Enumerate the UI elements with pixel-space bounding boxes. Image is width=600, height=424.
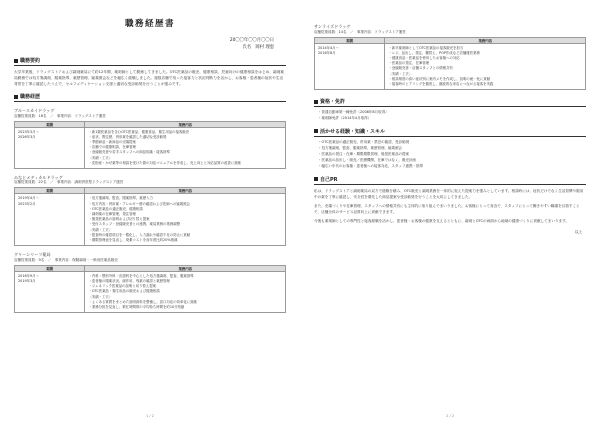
pr-paragraph: 今後も薬剤師としての専門性と接客経験を活かし、患者様・お客様の健康を支えるとともに、調剤とOTCの両面から地域の健康づくりに貢献してまいります。 [314,219,569,224]
job-table [14,265,286,313]
period-header: 期間 [15,188,85,194]
period-header: 期間 [15,265,85,271]
qualifications-list [314,109,586,121]
section-summary-heading: 職務要約 [14,57,286,66]
job-block [314,24,586,90]
job-table [314,37,586,91]
company-name: グリーンリーフ薬局 [14,252,51,258]
pr-paragraph: また、売場づくりや在庫管理、スタッフへの情報共有にも主体的に取り組んでまいりました。お客様にとって身近で、スタッフにとって働きやすい職場を目指すことで、店舗全体のサービス品質向上に貢献できます。 [314,203,580,215]
section-history-heading: 職務経歴 [14,93,286,102]
content-header: 業務内容 [385,37,586,43]
job-content: ・処方箋調剤、監査、服薬指導、薬歴入力 ・処方内容・併用薬・アレルギー歴の確認および医師への疑義照会 ・OTC医薬品の適正販売、健康相談 ・調剤薬の在庫管理、発注管理 ・後発医薬品の説明および切り替え提案 ・受付スタッフ・登録販売者との連携、薬局業務の業務調整 〈実績・工夫〉 ・監査時の確認項目を一覧化し、入力漏れや確認不足の防止に貢献 ・期限管理表を見直し、廃棄コストを前年度比約20%削減 [85,194,286,246]
section-skills-heading: 活かせる経験・知識・スキル [314,128,586,137]
job-period: 2019年4月～ 2023年2月 [15,194,85,246]
summary-text: 大学卒業後、ドラッグストアおよび調剤薬局にて約12年間、薬剤師として勤務してきました。OTC医薬品の販売、健康相談、児童向けの健康相談をはじめ、調剤薬局勤務では処方箋調剤、服薬指導、薬歴管理、疑義照会などを幅広く経験しました。複数店舗で培った接客力と状況判断力を活かし、お客様・患者様の症状や生活背景を丁寧に確認したうえで、セルフメディケーション支援と適切な受診勧奨を行うことが強みです。 [14,70,284,86]
period-header: 期間 [15,121,85,127]
applicant-name: 氏名 岡村 理恵 [242,45,274,50]
list-item: ・医薬品の品出し・販売／医療機関、在庫ではなく、販売計画 [318,158,416,163]
company-meta: 店舗従業員数：18名 ／ 事業内容：ドラッグストア運営 [14,113,106,118]
list-item: ・医薬品の発注・在庫・期限期限管理、後発医薬品の提案 [318,151,409,156]
company-meta: 店舗従業員数：9名 ／ 事業内容：保険調剤・一般用医薬品販売 [14,257,118,262]
job-table [14,187,286,246]
job-content: ・新卒薬剤師としてOTC医薬品の接客販売を担当 ・レジ、品出し、発注、棚替え、POP作成など店舗運営業務 ・健康食品・医薬品を使用したお客様への対応 ・医薬品の発注、在庫管理 ・登録販売者・店舗スタッフとの情報共有 〈実績・工夫〉 ・相談頻度の高い症状別に案内メモを作成し、説明の統一化に貢献 ・接客時のヒアリングを徹底し、継続的な来店につながる接客を実践 [385,43,586,90]
period-header: 期間 [315,37,385,43]
pr-paragraph: 私は、ドラッグストアと調剤薬局の双方で経験を積み、OTC販売と調剤業務を一体的に捉えた提案力を強みとしています。相談時には、症状だけでなく生活習慣や服用中の薬を丁寧に確認し、安全性を優先した商品提案や受診勧奨を行うことを大切にしてきました。 [314,188,584,199]
job-block [14,175,286,246]
page-number: 2 / 2 [445,414,455,418]
job-period: 2016年9月～ 2019年3月 [15,271,85,312]
section-pr-heading: 自己PR [314,176,586,185]
job-content: ・内科・整形外科・皮膚科を中心とした処方箋調剤、監査、服薬指導 ・患者様の服薬状況、副作用、残薬の確認と薬歴管理 ・ジェネリック医薬品の説明と切り替え提案 ・OTC医薬品・衛生用品の販売および健康相談 〈実績・工夫〉 ・よくある質問をまとめた説明資料を整備し、窓口対応の効率化に貢献 ・業務分担を見直し、繁忙時間帯の平均待ち時間を約10分短縮 [85,271,286,312]
company-meta: 店舗従業員数：14名 ／ 事業内容：ドラッグストア運営 [314,29,406,34]
list-item: ・薬剤師免許（2014年4月取得） [318,116,372,121]
job-block [14,252,286,313]
list-item: ・OTC医薬品の適正販売、併用薬・禁忌の確認、受診勧奨 [318,139,410,144]
page-number: 1 / 2 [145,414,155,418]
list-item: ・幅広い年代のお客様・患者様への接客対応、スタッフ連携・指導 [318,164,423,169]
company-name: ブルースカイドラッグ [14,108,55,113]
skills-list [314,139,586,170]
content-header: 業務内容 [85,121,286,127]
content-header: 業務内容 [85,188,286,194]
closing-text: 以上 [574,229,582,234]
square-bullet-icon [14,95,18,99]
section-qualifications-heading: 資格・免許 [314,98,586,107]
square-bullet-icon [14,59,18,63]
header-meta [14,37,286,51]
job-period: 2023年3月～ 2026年3月 [15,127,85,168]
list-item: ・普通自動車第一種免許（2008年8月取得） [318,110,389,115]
page-2 [300,0,600,424]
document-title: 職務経歴書 [124,19,175,29]
content-header: 業務内容 [85,265,286,271]
company-meta: 店舗従業員数：22名 ／ 事業内容：調剤併設型ドラッグストア運営 [14,180,124,185]
company-name: サンライズドラッグ [314,24,351,29]
square-bullet-icon [314,100,318,104]
list-item: ・処方箋調剤、監査、服薬指導、薬歴管理、疑義照会 [318,145,402,150]
square-bullet-icon [314,177,318,181]
job-period: 2014年4月～ 2016年8月 [315,43,385,90]
document-date: 20〇〇年〇〇月〇〇日 [229,38,274,43]
square-bullet-icon [314,129,318,133]
job-block [14,108,286,169]
company-name: みなとメディカルドラッグ [14,174,63,180]
job-table [14,121,286,169]
job-content: ・新1類医薬品を含むOTC医薬品、健康食品、衛生用品の接客販売 ・症状、既往歴、併用薬を確認した適切な受診勧奨 ・季節商品・新商品の売場提案 ・店舗での健康相談、在庫管理 ・登録販売者や若手スタッフへの商品知識・接客指導 〈実績・工夫〉 ・花粉症・かぜ薬等の相談を受けた際の対応マニュアルを作成し、売上向上と対応品質の改善に貢献 [85,127,286,168]
